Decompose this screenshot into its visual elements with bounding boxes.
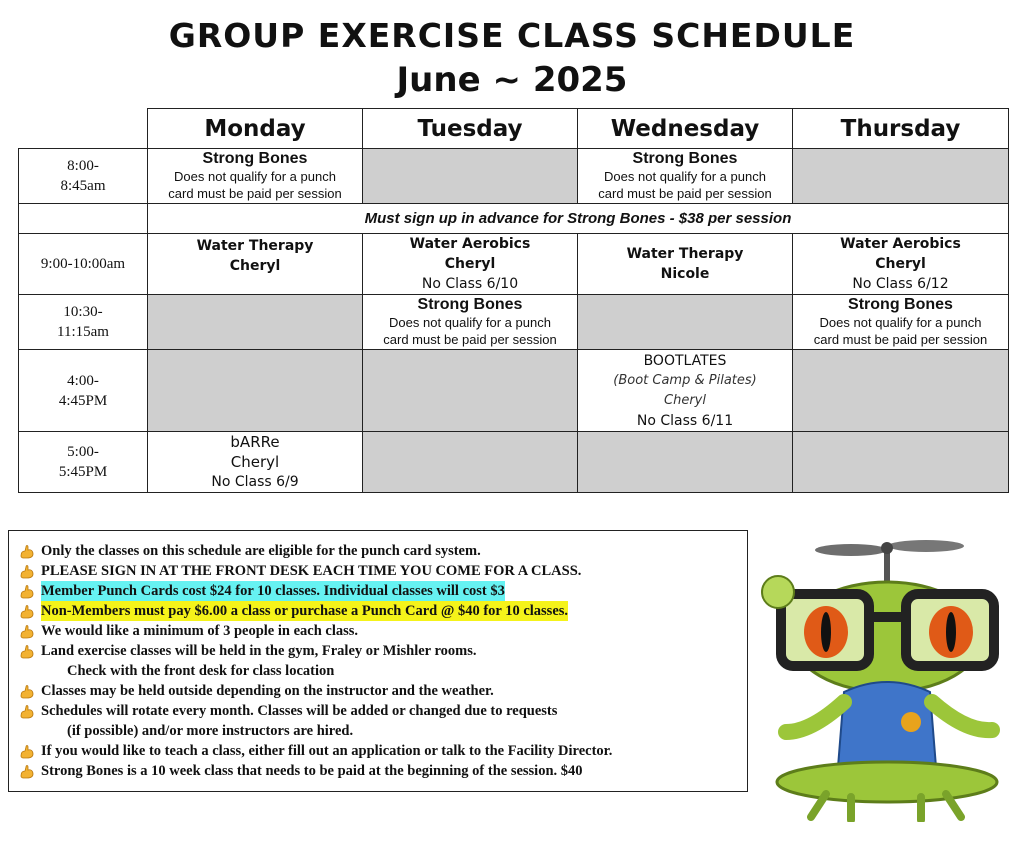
class-note: Does not qualify for a punch bbox=[174, 169, 336, 184]
time-label: 8:00- 8:45am bbox=[60, 158, 106, 194]
strong-bones-notice: Must sign up in advance for Strong Bones - $38 per session bbox=[148, 204, 1009, 234]
class-cell-bootlates bbox=[578, 350, 793, 432]
frog-mascot-illustration bbox=[756, 532, 1018, 822]
flexed-bicep-icon bbox=[19, 643, 35, 659]
rule-item bbox=[19, 701, 737, 721]
schedule-row-0900 bbox=[19, 234, 1009, 295]
empty-cell bbox=[148, 350, 363, 432]
time-cell bbox=[19, 295, 148, 350]
frog-pupil-left bbox=[821, 612, 831, 652]
schedule-row-0800 bbox=[19, 149, 1009, 204]
day-header-tuesday: Tuesday bbox=[363, 109, 578, 149]
class-cancellation: No Class 6/9 bbox=[211, 474, 299, 490]
class-cell-water-therapy bbox=[148, 234, 363, 295]
class-cancellation: No Class 6/12 bbox=[852, 276, 949, 292]
class-name: Strong Bones bbox=[417, 296, 523, 313]
class-cell-water-aerobics bbox=[363, 234, 578, 295]
class-note: card must be paid per session bbox=[383, 332, 557, 347]
class-cell-barre bbox=[148, 432, 363, 493]
empty-cell bbox=[363, 149, 578, 204]
rule-text: Strong Bones is a 10 week class that needs to be paid at the beginning of the session. $40 bbox=[41, 763, 583, 779]
flexed-bicep-icon bbox=[19, 543, 35, 559]
flexed-bicep-icon bbox=[19, 703, 35, 719]
page-subtitle: June ~ 2025 bbox=[396, 60, 628, 100]
class-name: Water Therapy bbox=[196, 238, 314, 254]
empty-cell bbox=[148, 295, 363, 350]
class-instructor: Cheryl bbox=[229, 258, 281, 274]
flexed-bicep-icon bbox=[19, 683, 35, 699]
class-note: card must be paid per session bbox=[598, 186, 772, 201]
rule-text: If you would like to teach a class, either fill out an application or talk to the Facility Director. bbox=[41, 743, 613, 759]
time-cell bbox=[19, 432, 148, 493]
rule-item bbox=[19, 681, 737, 701]
class-note: card must be paid per session bbox=[168, 186, 342, 201]
rule-item bbox=[19, 621, 737, 641]
rule-text: Only the classes on this schedule are eligible for the punch card system. bbox=[41, 543, 481, 559]
class-instructor: Cheryl bbox=[875, 256, 926, 272]
time-label: 4:00- 4:45PM bbox=[58, 372, 108, 409]
propeller-blade-left bbox=[815, 544, 887, 556]
notice-blank-cell bbox=[19, 204, 148, 234]
rule-text: We would like a minimum of 3 people in each class. bbox=[41, 623, 359, 639]
class-name: Water Aerobics bbox=[840, 236, 961, 252]
empty-cell bbox=[578, 432, 793, 493]
class-cell-strong-bones bbox=[148, 149, 363, 204]
time-label: 9:00-10:00am bbox=[40, 256, 126, 272]
frog-arm-left bbox=[786, 702, 844, 732]
class-cell-strong-bones bbox=[363, 295, 578, 350]
propeller-hub bbox=[881, 542, 893, 554]
empty-cell bbox=[363, 432, 578, 493]
schedule-row-1030 bbox=[19, 295, 1009, 350]
frog-hand bbox=[762, 576, 794, 608]
time-cell bbox=[19, 149, 148, 204]
class-name: Water Aerobics bbox=[409, 236, 531, 252]
class-name: BOOTLATES bbox=[643, 352, 727, 369]
class-name: Water Therapy bbox=[626, 246, 744, 262]
empty-cell bbox=[363, 350, 578, 432]
empty-cell bbox=[793, 350, 1009, 432]
rule-continuation bbox=[19, 721, 737, 741]
time-cell bbox=[19, 234, 148, 295]
flexed-bicep-icon bbox=[19, 603, 35, 619]
empty-cell bbox=[793, 149, 1009, 204]
frog-pupil-right bbox=[946, 612, 956, 652]
class-cell-strong-bones bbox=[578, 149, 793, 204]
frog-legs bbox=[777, 762, 997, 802]
class-cell-strong-bones bbox=[793, 295, 1009, 350]
schedule-row-1700 bbox=[19, 432, 1009, 493]
schedule-header-row bbox=[19, 109, 1009, 149]
rule-text-highlighted: Non-Members must pay $6.00 a class or purchase a Punch Card @ $40 for 10 classes. bbox=[41, 603, 569, 619]
class-note: Does not qualify for a punch bbox=[604, 169, 766, 184]
schedule-row-1600 bbox=[19, 350, 1009, 432]
schedule-table bbox=[18, 108, 1009, 493]
class-name: Strong Bones bbox=[848, 296, 953, 313]
flexed-bicep-icon bbox=[19, 763, 35, 779]
corner-cell bbox=[19, 109, 148, 149]
class-description: (Boot Camp & Pilates) bbox=[613, 372, 757, 388]
glasses-bridge bbox=[866, 612, 910, 622]
rule-text: Schedules will rotate every month. Classes will be added or changed due to requests bbox=[41, 703, 558, 719]
schedule-notice-row bbox=[19, 204, 1009, 234]
class-note: Does not qualify for a punch bbox=[389, 315, 551, 330]
flexed-bicep-icon bbox=[19, 583, 35, 599]
day-header-monday: Monday bbox=[148, 109, 363, 149]
class-note: Does not qualify for a punch bbox=[819, 315, 982, 330]
rule-text: (if possible) and/or more instructors are hired. bbox=[67, 723, 354, 739]
class-instructor: Cheryl bbox=[664, 392, 706, 408]
class-cell-water-therapy bbox=[578, 234, 793, 295]
class-instructor: Cheryl bbox=[444, 256, 496, 272]
rule-continuation bbox=[19, 661, 737, 681]
time-label: 10:30- 11:15am bbox=[57, 304, 109, 340]
rule-item bbox=[19, 641, 737, 661]
frog-arm-right bbox=[932, 702, 992, 730]
rule-text: PLEASE SIGN IN AT THE FRONT DESK EACH TIME YOU COME FOR A CLASS. bbox=[41, 563, 582, 579]
flexed-bicep-icon bbox=[19, 743, 35, 759]
flexed-bicep-icon bbox=[19, 563, 35, 579]
time-cell bbox=[19, 350, 148, 432]
propeller-blade-right bbox=[888, 540, 964, 552]
class-instructor: Cheryl bbox=[230, 453, 280, 471]
flexed-bicep-icon bbox=[19, 623, 35, 639]
empty-cell bbox=[578, 295, 793, 350]
rule-item bbox=[19, 561, 737, 581]
empty-cell bbox=[793, 432, 1009, 493]
shirt-badge bbox=[901, 712, 921, 732]
class-name: Strong Bones bbox=[202, 150, 308, 167]
class-name: Strong Bones bbox=[632, 150, 738, 167]
day-header-thursday: Thursday bbox=[793, 109, 1009, 149]
class-cancellation: No Class 6/10 bbox=[421, 276, 519, 292]
rule-item bbox=[19, 741, 737, 761]
rules-box bbox=[8, 530, 748, 792]
page-title: GROUP EXERCISE CLASS SCHEDULE bbox=[168, 16, 856, 55]
rule-item bbox=[19, 541, 737, 561]
class-note: card must be paid per session bbox=[813, 332, 988, 347]
rule-text: Classes may be held outside depending on the instructor and the weather. bbox=[41, 683, 494, 699]
time-label: 5:00- 5:45PM bbox=[58, 444, 108, 480]
rule-text-highlighted: Member Punch Cards cost $24 for 10 classes. Individual classes will cost $3 bbox=[41, 583, 505, 599]
class-cell-water-aerobics bbox=[793, 234, 1009, 295]
day-header-wednesday: Wednesday bbox=[578, 109, 793, 149]
rule-item bbox=[19, 761, 737, 781]
rule-item bbox=[19, 581, 737, 601]
class-name: bARRe bbox=[230, 433, 280, 451]
class-cancellation: No Class 6/11 bbox=[636, 412, 734, 429]
class-instructor: Nicole bbox=[660, 266, 710, 282]
rule-text: Land exercise classes will be held in the gym, Fraley or Mishler rooms. bbox=[41, 643, 477, 659]
rule-item bbox=[19, 601, 737, 621]
rule-text: Check with the front desk for class location bbox=[67, 663, 335, 679]
